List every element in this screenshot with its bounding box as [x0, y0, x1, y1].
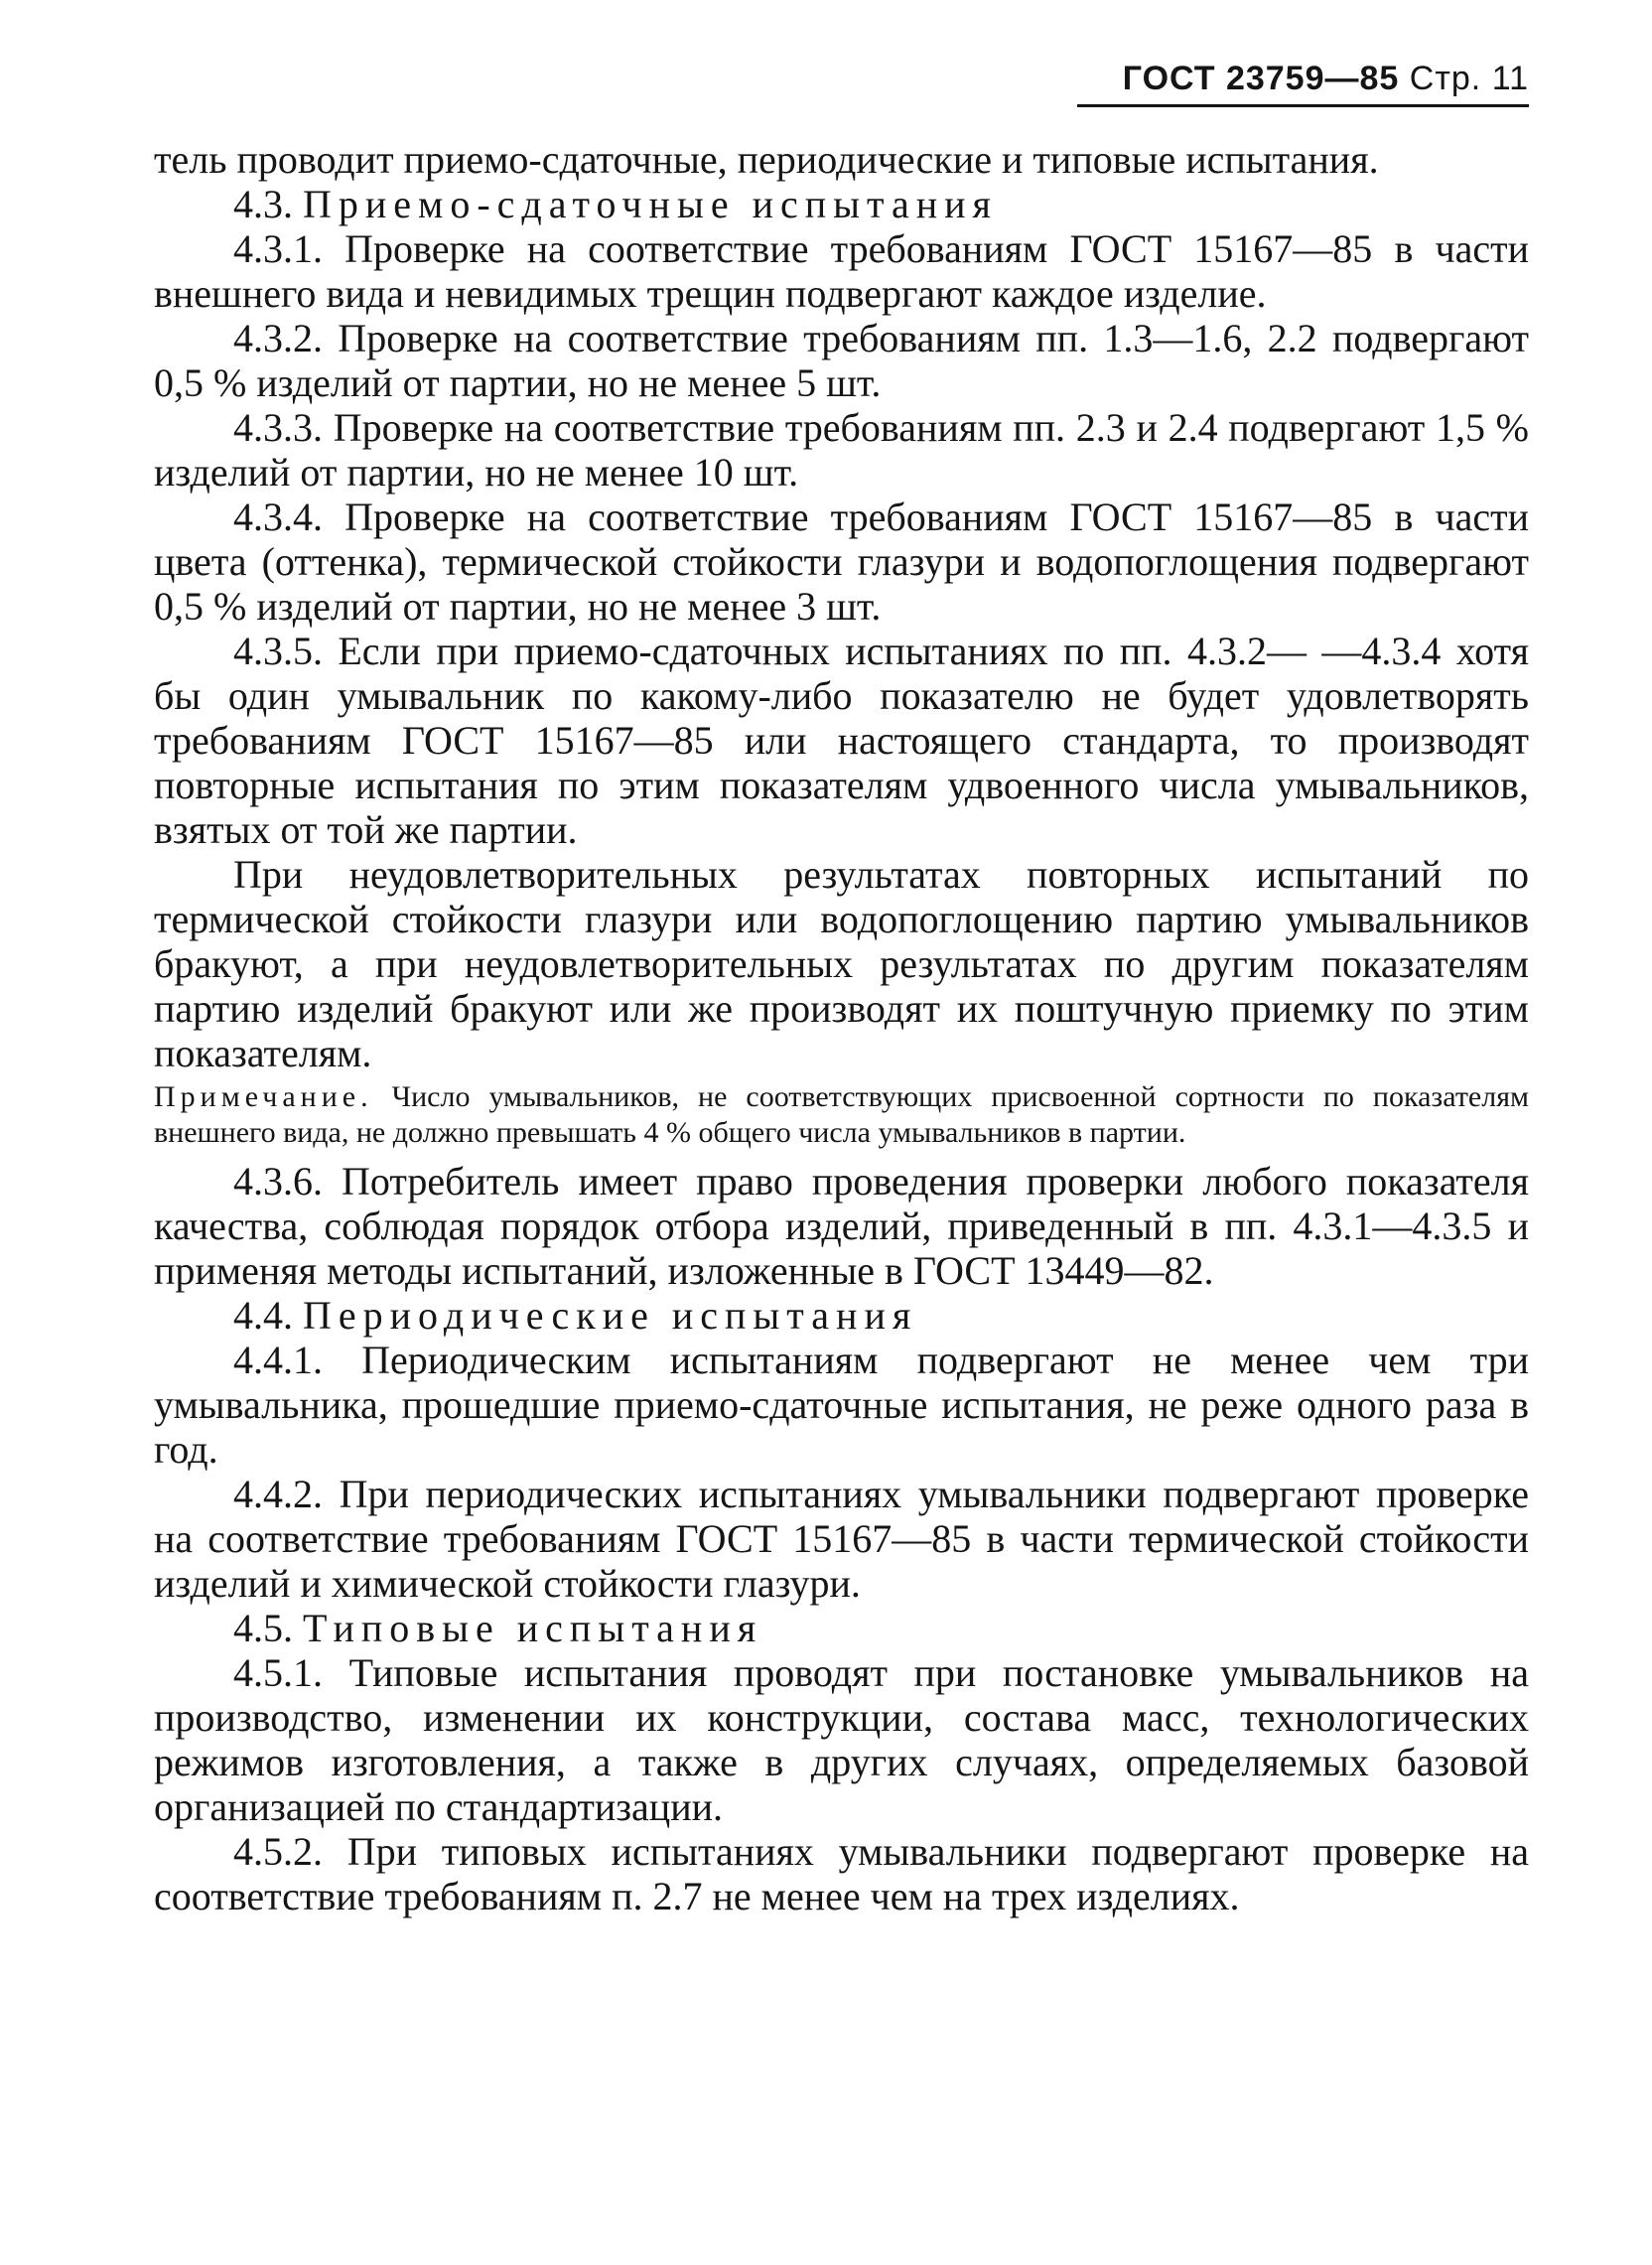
paragraph-4-3-6: 4.3.6. Потребитель имеет право проведения проверки любого показателя качества, соблюдая порядок отбора изделий, приведенный в пп. 4.3.1—4.3.5 и применяя методы испытаний, изложенные в ГОСТ 13449—82.	[154, 1159, 1529, 1293]
paragraph-4-4-1: 4.4.1. Периодическим испытаниям подвергают не менее чем три умывальника, прошедшие приемо-сдаточные испытания, не реже одного раза в год.	[154, 1338, 1529, 1472]
document-page	[154, 60, 1529, 1918]
paragraph-4-3-4: 4.3.4. Проверке на соответствие требованиям ГОСТ 15167—85 в части цвета (оттенка), термической стойкости глазури и водопоглощения подвергают 0,5 % изделий от партии, но не менее 3 шт.	[154, 495, 1529, 629]
page-header	[1077, 60, 1529, 107]
paragraph-4-3-5: 4.3.5. Если при приемо-сдаточных испытаниях по пп. 4.3.2— —4.3.4 хотя бы один умывальник по какому-либо показателю не будет удовлетворять требованиям ГОСТ 15167—85 или настоящего стандарта, то производят повторные испытания по этим показателям удвоенного числа умывальников, взятых от той же партии.	[154, 629, 1529, 852]
section-heading-4-4: 4.4. Периодические испытания	[233, 1293, 918, 1338]
standard-number: ГОСТ 23759—85	[1122, 60, 1400, 97]
paragraph-4-3-3: 4.3.3. Проверке на соответствие требованиям пп. 2.3 и 2.4 подвергают 1,5 % изделий от партии, но не менее 10 шт.	[154, 405, 1529, 495]
paragraph-4-3-1: 4.3.1. Проверке на соответствие требованиям ГОСТ 15167—85 в части внешнего вида и невидимых трещин подвергают каждое изделие.	[154, 226, 1529, 316]
paragraph-4-3-2: 4.3.2. Проверке на соответствие требованиям пп. 1.3—1.6, 2.2 подвергают 0,5 % изделий от партии, но не менее 5 шт.	[154, 316, 1529, 405]
paragraph-4-3-5-continued: При неудовлетворительных результатах повторных испытаний по термической стойкости глазури или водопоглощению партию умывальников бракуют, а при неудовлетворительных результатах по другим показателям партию изделий бракуют или же производят их поштучную приемку по этим показателям.	[154, 852, 1529, 1075]
document-body	[154, 137, 1529, 1918]
note-text: Число умывальников, не соответствующих присвоенной сортности по показателям внешнего вида, не должно превышать 4 % общего числа умывальников в партии.	[154, 1080, 1529, 1149]
paragraph-continued: тель проводит приемо-сдаточные, периодические и типовые испытания.	[154, 137, 1379, 182]
paragraph-4-4-2: 4.4.2. При периодических испытаниях умывальники подвергают проверке на соответствие требованиям ГОСТ 15167—85 в части термической стойкости изделий и химической стойкости глазури.	[154, 1472, 1529, 1606]
paragraph-4-5-2: 4.5.2. При типовых испытаниях умывальники подвергают проверке на соответствие требованиям п. 2.7 не менее чем на трех изделиях.	[154, 1829, 1529, 1918]
note-label: Примечание.	[154, 1080, 373, 1113]
section-heading-4-3: 4.3. Приемо-сдаточные испытания	[233, 182, 998, 226]
paragraph-4-5-1: 4.5.1. Типовые испытания проводят при постановке умывальников на производство, изменении их конструкции, состава масс, технологических режимов изготовления, а также в других случаях, определяемых базовой организацией по стандартизации.	[154, 1650, 1529, 1829]
note	[154, 1079, 1529, 1151]
section-heading-4-5: 4.5. Типовые испытания	[233, 1606, 763, 1650]
page-number: Стр. 11	[1409, 60, 1529, 97]
